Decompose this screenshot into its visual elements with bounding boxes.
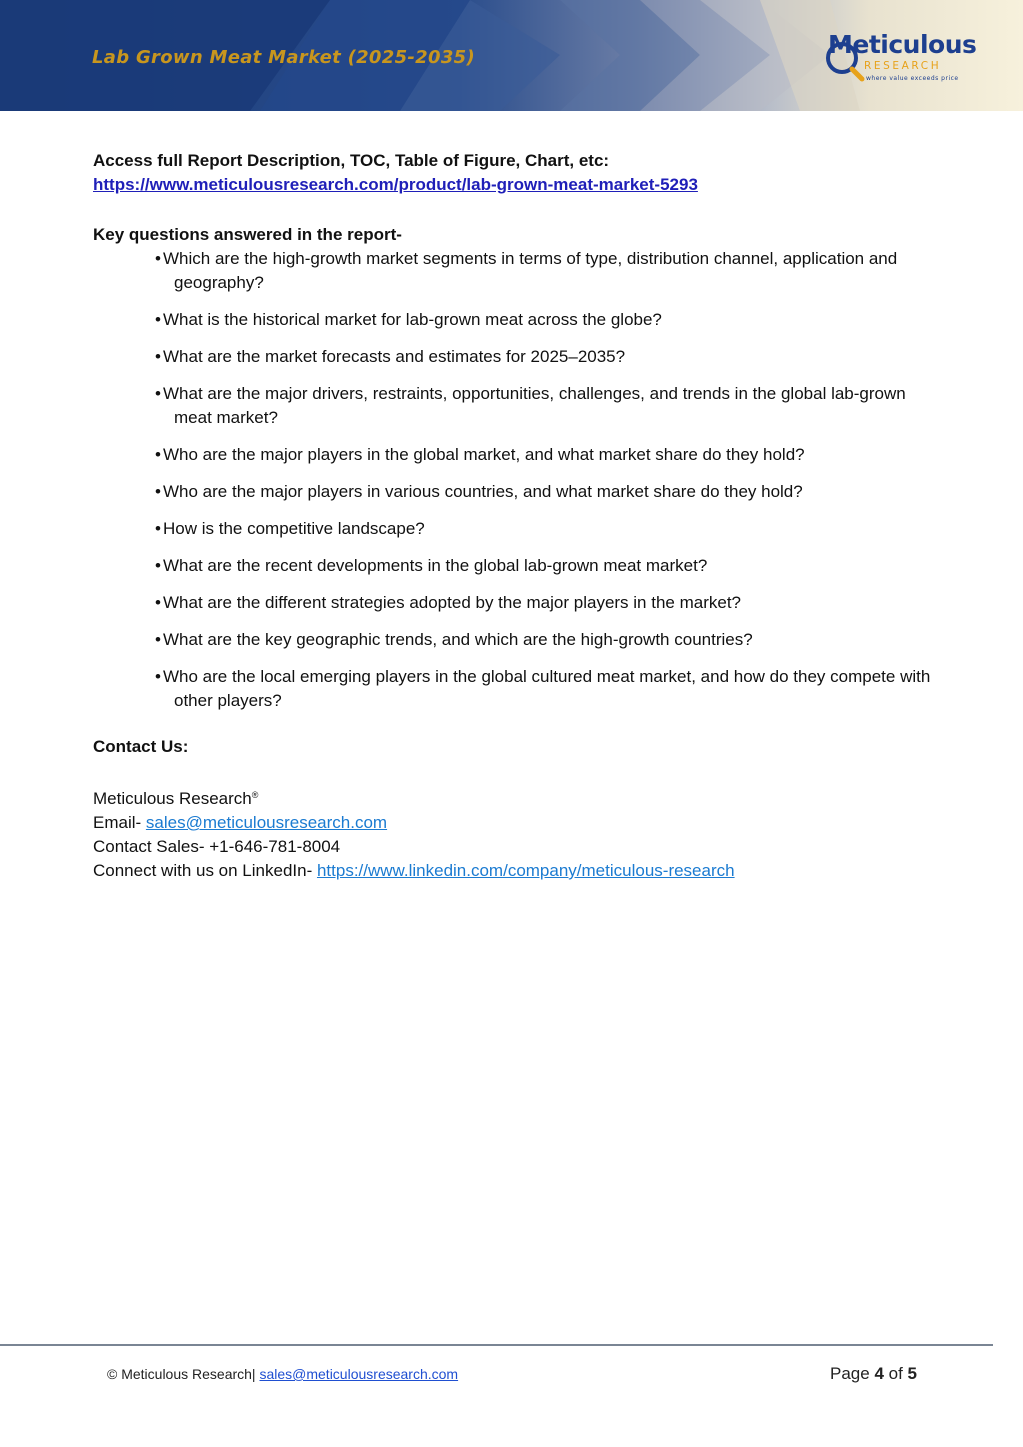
list-item: • What is the historical market for lab-grown meat across the globe? [155,308,943,332]
meticulous-logo [822,28,977,90]
logo-tagline: where value exceeds price [866,75,959,82]
list-item: • Who are the major players in various countries, and what market share do they hold? [155,480,943,504]
list-item: • What are the different strategies adopted by the major players in the market? [155,591,943,615]
total-pages: 5 [907,1364,917,1383]
registered-mark: ® [251,790,259,800]
list-item: • How is the competitive landscape? [155,517,943,541]
linkedin-line [93,859,943,883]
list-item: • What are the key geographic trends, and which are the high-growth countries? [155,628,943,652]
document-title: Lab Grown Meat Market (2025-2035) [92,47,475,68]
list-item: • Which are the high-growth market segments in terms of type, distribution channel, application and geography? [155,247,943,295]
copyright-text: © Meticulous Research| [107,1366,256,1382]
footer-copyright [107,1366,458,1382]
contact-details [93,783,943,883]
page-header [0,0,1023,111]
company-line [93,783,943,811]
sales-line: Contact Sales- +1-646-781-8004 [93,837,341,856]
report-link[interactable]: https://www.meticulousresearch.com/product/lab-grown-meat-market-5293 [93,175,698,194]
list-item: • What are the major drivers, restraints, opportunities, challenges, and trends in the global lab-grown meat market? [155,382,943,430]
linkedin-link[interactable]: https://www.linkedin.com/company/meticulous-research [316,861,735,880]
email-line [93,811,943,835]
page-number: Page 4 of 5 [830,1364,917,1383]
key-questions-heading: Key questions answered in the report- [93,225,402,244]
email-link[interactable]: sales@meticulousresearch.com [145,813,388,832]
access-heading: Access full Report Description, TOC, Table of Figure, Chart, etc: [93,151,610,170]
list-item: • Who are the local emerging players in the global cultured meat market, and how do they compete with other players? [155,665,943,713]
linkedin-label: Connect with us on LinkedIn- [93,861,317,880]
list-item: • Who are the major players in the global market, and what market share do they hold? [155,443,943,467]
list-item: • What are the recent developments in the global lab-grown meat market? [155,554,943,578]
email-label: Email- [93,813,146,832]
footer-email-link[interactable]: sales@meticulousresearch.com [259,1366,459,1382]
list-item: • What are the market forecasts and estimates for 2025–2035? [155,345,943,369]
logo-name: Meticulous [828,30,977,59]
page-content [93,149,943,883]
footer-divider [0,1344,993,1346]
company-name: Meticulous Research [93,789,252,808]
logo-sub: RESEARCH [864,60,942,72]
current-page: 4 [874,1364,884,1383]
contact-heading: Contact Us: [93,737,189,756]
questions-list [93,247,943,713]
